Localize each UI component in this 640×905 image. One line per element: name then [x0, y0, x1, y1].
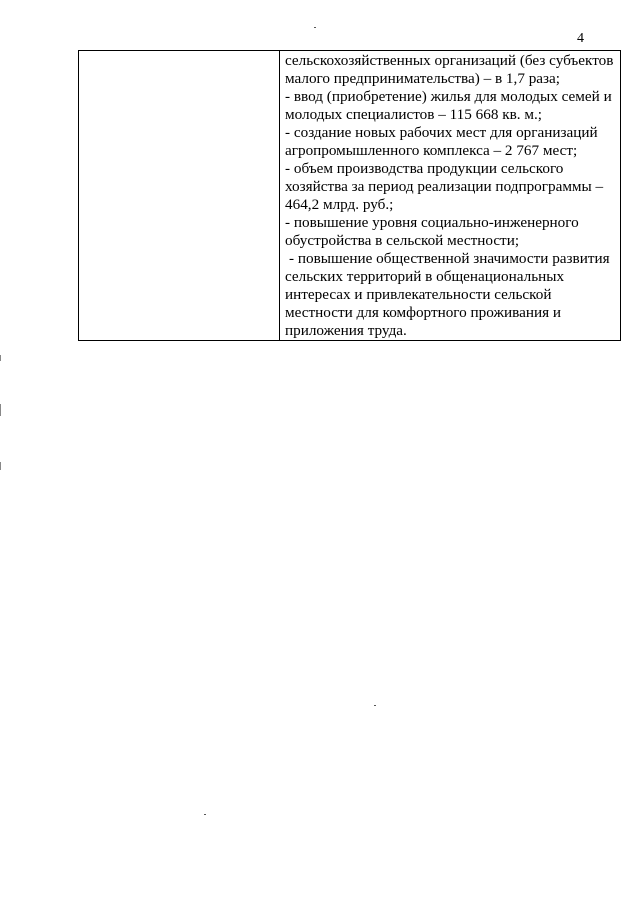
text-line: сельских территорий в общенациональных	[285, 268, 565, 285]
document-table	[78, 50, 621, 341]
table-cell-right	[280, 51, 621, 341]
text-line: хозяйства за период реализации подпрограммы –	[285, 178, 604, 195]
scan-edge-mark	[0, 355, 1, 361]
scan-edge-mark	[0, 404, 1, 416]
text-line: - повышение уровня социально-инженерного	[285, 214, 579, 231]
text-line: - повышение общественной значимости развития	[289, 250, 610, 267]
cell-text-block	[280, 51, 620, 340]
text-line: малого предпринимательства) – в 1,7 раза;	[285, 70, 561, 87]
text-line: агропромышленного комплекса – 2 767 мест;	[285, 142, 578, 159]
text-line: - создание новых рабочих мест для организаций	[285, 124, 598, 141]
text-line: молодых специалистов – 115 668 кв. м.;	[285, 106, 542, 123]
text-line: 464,2 млрд. руб.;	[285, 196, 394, 213]
text-line: - ввод (приобретение) жилья для молодых семей и	[285, 88, 612, 105]
page-number: 4	[577, 31, 584, 46]
scan-speck	[374, 705, 376, 706]
text-line: обустройства в сельской местности;	[285, 232, 520, 249]
text-line: приложения труда.	[285, 322, 407, 339]
text-line: интересах и привлекательности сельской	[285, 286, 552, 303]
text-line: сельскохозяйственных организаций (без субъектов	[285, 52, 614, 69]
table-cell-left	[79, 51, 280, 341]
scan-speck	[204, 814, 206, 815]
text-line: - объем производства продукции сельского	[285, 160, 564, 177]
text-line: местности для комфортного проживания и	[285, 304, 561, 321]
scan-edge-mark	[0, 462, 1, 470]
scan-speck	[314, 27, 316, 28]
table-row	[79, 51, 621, 341]
